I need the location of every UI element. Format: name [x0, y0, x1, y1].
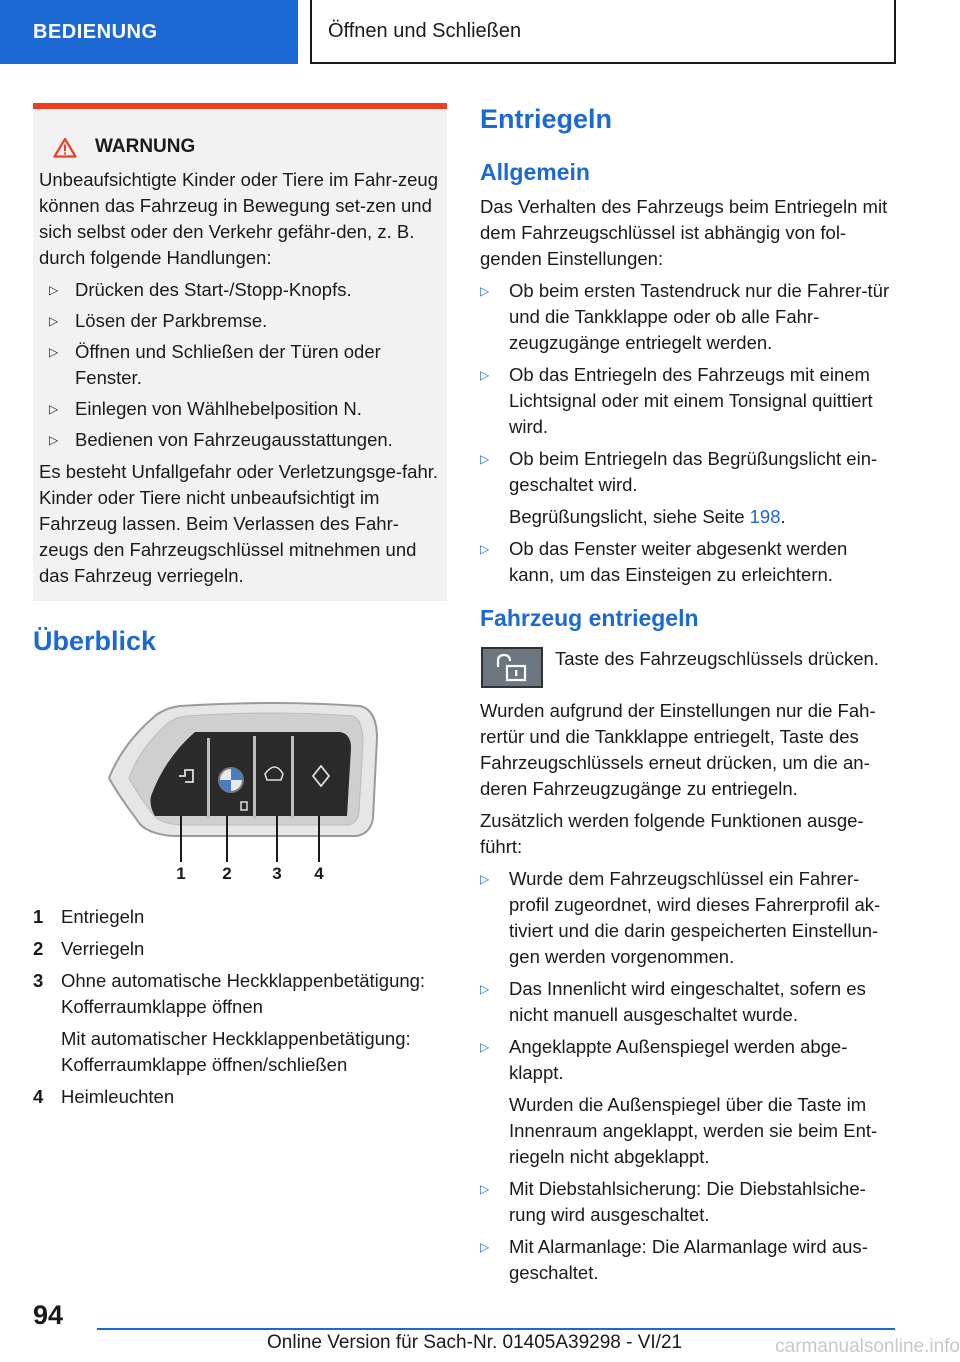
- functions-section: [480, 698, 894, 1292]
- list-item: ▷ Ob das Entriegeln des Fahrzeugs mit einem Lichtsignal oder mit einem Tonsignal quittiert wird.: [480, 364, 873, 437]
- vehicle-unlock-heading: Fahrzeug entriegeln: [480, 605, 699, 631]
- para-functions: Zusätzlich werden folgende Funktionen ausge-führt:: [480, 810, 864, 857]
- list-item: ▷ Angeklappte Außenspiegel werden abge-klappt.: [480, 1036, 848, 1083]
- warning-box: [33, 103, 447, 601]
- key-legend: [33, 904, 443, 1116]
- list-item: ▷ Mit Alarmanlage: Die Alarmanlage wird aus-geschaltet.: [480, 1236, 868, 1283]
- callout-4: 4: [314, 864, 324, 883]
- bullet-triangle-icon: ▷: [49, 314, 59, 328]
- bullet-triangle-icon: ▷: [480, 284, 490, 298]
- greeting-note: Begrüßungslicht, siehe Seite 198.: [509, 506, 786, 527]
- footer-rule: [97, 1328, 895, 1330]
- bullet-triangle-icon: ▷: [49, 283, 59, 297]
- unlock-key-icon: [481, 647, 543, 688]
- bullet-triangle-icon: ▷: [480, 542, 490, 556]
- bullet-triangle-icon: ▷: [480, 1182, 490, 1196]
- list-item: ▷ Einlegen von Wählhebelposition N.: [39, 396, 439, 422]
- chapter-header: [310, 0, 896, 64]
- callout-3: 3: [272, 864, 282, 883]
- section-label: BEDIENUNG: [33, 20, 158, 43]
- list-item: ▷ Ob beim ersten Tastendruck nur die Fahrer-tür und die Tankklappe oder ob alle Fahr-zeugzugänge entriegelt werden.: [480, 280, 890, 353]
- bullet-triangle-icon: ▷: [480, 368, 490, 382]
- legend-subnote: Mit automatischer Heckklappenbetätigung: Kofferraumklappe öffnen/schließen: [61, 1028, 411, 1075]
- bullet-triangle-icon: ▷: [49, 402, 59, 416]
- warning-heading: [39, 133, 439, 161]
- functions-list-cont: [480, 1176, 894, 1286]
- para-unlock-again: Wurden aufgrund der Einstellungen nur die Fah-rertür und die Tankklappe entriegelt, Taste des Fahrzeugschlüssels erneut drücken, um die an-deren Fahrzeugzugänge zu entriegeln.: [480, 700, 876, 799]
- general-heading: Allgemein: [480, 159, 590, 185]
- warning-intro: Unbeaufsichtigte Kinder oder Tiere im Fahr-zeug können das Fahrzeug in Bewegung set-zen und sich selbst oder den Verkehr gefähr-den, z. B. durch folgende Handlungen:: [39, 169, 438, 268]
- warning-title: WARNUNG: [95, 136, 196, 157]
- bullet-triangle-icon: ▷: [480, 1040, 490, 1054]
- page-link[interactable]: 198: [749, 506, 781, 527]
- watermark: carmanualsonline.info: [775, 1336, 960, 1357]
- bullet-triangle-icon: ▷: [480, 872, 490, 886]
- list-item: ▷ Lösen der Parkbremse.: [39, 308, 439, 334]
- mirror-note: Wurden die Außenspiegel über die Taste im Innenraum angeklappt, werden sie beim Ent-riegeln nicht abgeklappt.: [509, 1094, 878, 1167]
- key-instruction: Taste des Fahrzeugschlüssels drücken.: [555, 648, 879, 669]
- bullet-triangle-icon: ▷: [480, 1240, 490, 1254]
- warning-list: [39, 277, 439, 453]
- legend-item: 2 Verriegeln: [33, 938, 145, 959]
- list-item: ▷ Öffnen und Schließen der Türen oder Fenster.: [49, 341, 381, 388]
- list-item: ▷ Drücken des Start-/Stopp-Knopfs.: [39, 277, 439, 303]
- section-tab: [0, 0, 298, 64]
- warning-triangle-icon: [53, 137, 77, 158]
- bullet-triangle-icon: ▷: [49, 433, 59, 447]
- list-item: ▷ Mit Diebstahlsicherung: Die Diebstahlsiche-rung wird ausgeschaltet.: [480, 1178, 866, 1225]
- bullet-triangle-icon: ▷: [480, 452, 490, 466]
- callout-1: 1: [176, 864, 186, 883]
- list-item: ▷ Ob beim Entriegeln das Begrüßungslicht ein-geschaltet wird.: [480, 448, 878, 495]
- general-text: Das Verhalten des Fahrzeugs beim Entriegeln mit dem Fahrzeugschlüssel ist abhängig von fol-genden Einstellungen:: [480, 196, 888, 269]
- general-section: [480, 194, 894, 594]
- list-item: ▷ Ob das Fenster weiter abgesenkt werden kann, um das Einsteigen zu erleichtern.: [480, 538, 848, 585]
- settings-list-cont: [480, 536, 894, 588]
- legend-item: 1 Entriegeln: [33, 906, 145, 927]
- list-item: ▷ Wurde dem Fahrzeugschlüssel ein Fahrer-profil zugeordnet, wird dieses Fahrerprofil ak-tiviert und die darin gespeicherten Einstellun-gen werden vorgenommen.: [480, 868, 881, 967]
- settings-list: [480, 278, 894, 498]
- legend-item: 4 Heimleuchten: [33, 1086, 175, 1107]
- functions-list: [480, 866, 894, 1086]
- list-item: ▷ Bedienen von Fahrzeugausstattungen.: [39, 427, 439, 453]
- bullet-triangle-icon: ▷: [480, 982, 490, 996]
- footer-text: Online Version für Sach-Nr. 01405A39298 - VI/21: [267, 1332, 683, 1353]
- overview-heading: Überblick: [33, 626, 157, 656]
- callout-2: 2: [222, 864, 232, 883]
- unlock-heading: Entriegeln: [480, 104, 613, 134]
- page-number: 94: [33, 1300, 64, 1330]
- warning-outro: Es besteht Unfallgefahr oder Verletzungsge-fahr. Kinder oder Tiere nicht unbeaufsichtigt im Fahrzeug lassen. Beim Verlassen des Fahr-zeugs den Fahrzeugschlüssel mitnehmen und das Fahrzeug verriegeln.: [39, 461, 439, 586]
- chapter-title: Öffnen und Schließen: [328, 19, 522, 42]
- bullet-triangle-icon: ▷: [49, 345, 59, 359]
- list-item: ▷ Das Innenlicht wird eingeschaltet, sofern es nicht manuell ausgeschaltet wurde.: [480, 978, 866, 1025]
- legend-item: 3 Ohne automatische Heckklappenbetätigung: Kofferraumklappe öffnen: [33, 970, 426, 1017]
- key-fob-illustration: [95, 698, 395, 888]
